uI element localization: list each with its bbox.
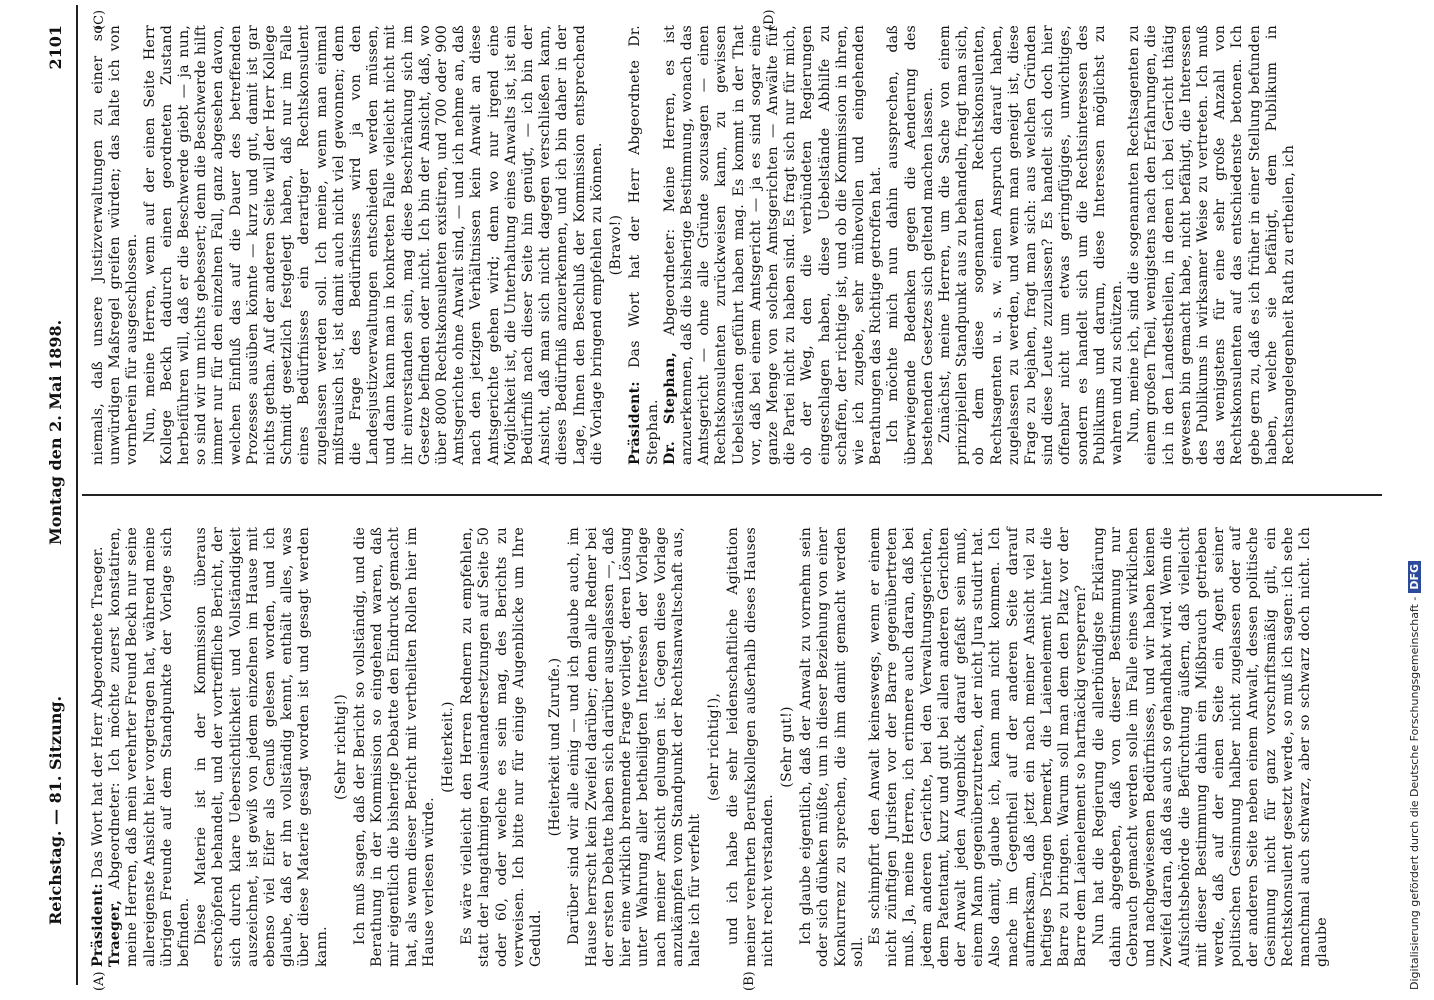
interjection: (Heiterkeit.) xyxy=(440,701,457,793)
paragraph: Nun, meine ich, sind die sogenannten Rechtsagenten zu einem großen Theil, wenigstens nach den Erfahrungen, die ich in den Landestheilen, in denen ich bei Gericht thätig gewesen bin gemacht habe, nicht befähigt, die Interessen des Publikums in wirksamer Weise zu vertreten. Ich muß das wenigstens für eine sehr große Anzahl von Rechtskonsulenten auf das entschiedenste betonen. Ich gebe gern zu, daß es ich früher in einer Stellung befunden haben, welche sie befähigt, dem Publikum in Rechtsangelegenheit Rath zu ertheilen, ich xyxy=(1126,25,1298,465)
page-number: 2101 xyxy=(46,25,65,70)
speaker-text: Abgeordneter: Meine Herren, es ist anzuerkennen, daß die bisherige Bestimmung, wonach das Amtsgericht — ohne alle Gründe sozusagen — einen Rechtskonsulenten zurückweisen kann, zu gewissen Uebelständen geführt haben mag. Es kommt in der That vor, daß bei einem Amtsgericht — ja es sind sogar eine ganze Menge von solchen Amtsgerichten — Anwälte für die Partei nicht zu haben sind. Es fragt sich nur für mich, ob der Weg, den die verbündeten Regierungen eingeschlagen haben, diese Uebelstände Abhilfe zu schaffen, der richtige ist, und ob die Kommission in ihren, wie ich zugebe, sehr mühevollen und eingehenden Berathungen das Richtige getroffen hat. xyxy=(661,25,885,465)
interjection: (sehr richtig!), xyxy=(706,692,723,802)
speaker-paragraph xyxy=(90,527,107,967)
speaker-paragraph xyxy=(662,25,886,465)
paragraph: Nun hat die Regierung die allerbündigste Erklärung dahin abgegeben, daß von dieser Bestimmung nur Gebrauch gemacht werden solle im Falle eines wirklichen und nachgewiesenen Bedürfnisses, und wir haben keinen Zweifel daran, daß das auch so gehandhabt wird. Wenn die Aufsichtsbehörde die Befürchtung äußern, daß vielleicht mit dieser Bestimmung dahin ein Mißbrauch getrieben werde, daß auf der einen Seite ein Agent seiner politischen Gesinnung halber nicht zugelassen oder auf der anderen Seite neben einem Anwalt, dessen politische Gesinnung nicht für ganz vorschriftsmäßig gilt, ein Rechtskonsulent gesetzt werde, so muß ich sagen: ich sehe manchmal auch schwarz, aber so schwarz doch nicht. Ich glaube xyxy=(1090,527,1331,967)
speaker-text: Das Wort hat der Herr Abgeordnete Dr. Stephan. xyxy=(627,25,661,465)
paragraph: und ich habe die sehr leidenschaftliche Agitation meiner verehrten Berufskollegen außerhalb dieses Hauses nicht recht verstanden. xyxy=(725,527,776,967)
text-column-left xyxy=(90,527,1331,967)
margin-marker-d: (D) xyxy=(762,9,777,30)
interjection: (Sehr richtig!) xyxy=(332,693,349,801)
credit-text: Digitalisierung gefördert durch die Deutsche Forschungsgemeinschaft - xyxy=(1408,596,1421,990)
paragraph: niemals, daß unsere Justizverwaltungen zu einer so unwürdigen Maßregel greifen würden; das halte ich von vornherein für ausgeschlossen. xyxy=(90,25,141,465)
paragraph: Ich muß sagen, daß der Bericht so vollständig, und die Berathung in der Kommission so eingehend waren, daß mir eigentlich die bisherige Debatte den Eindruck gemacht hat, als wenn dieser Bericht mit vertheilten Rollen hier im Hause verlesen würde. xyxy=(352,527,437,967)
speaker-name: Traeger, xyxy=(107,899,124,967)
speaker-name: Präsident: xyxy=(90,883,106,967)
speaker-text: Das Wort hat der Herr Abgeordnete Traeger. xyxy=(90,546,106,884)
speaker-text: Abgeordneter: Ich möchte zuerst konstatiren, meine Herren, daß mein verehrter Freund Beckh nur seine allereigenste Ansicht hier vorgetragen hat, während meine übrigen Freunde auf dem Standpunkte der Vorlage sich befinden. xyxy=(107,527,193,967)
column-divider xyxy=(82,494,1382,496)
interjection: (Bravo!) xyxy=(608,214,625,276)
paragraph: Darüber sind wir alle einig — und ich glaube auch, im Hause herrscht kein Zweifel darüber; denn alle Redner bei der ersten Debatte haben sich darüber ausgelassen —, daß hier eine wirklich brennende Frage vorliegt, deren Lösung unter Wahrung aller betheiligten Interessen der Vorlage nach meiner Ansicht gelungen ist. Gegen diese Vorlage anzukämpfen vom Standpunkt der Rechtsanwaltschaft aus, halte ich für verfehlt xyxy=(566,527,703,967)
interjection: (Sehr gut!) xyxy=(778,706,795,788)
speaker-name: Dr. Stephan, xyxy=(661,352,678,465)
margin-marker-b: (B) xyxy=(742,971,757,991)
text-column-right xyxy=(90,25,1298,465)
paragraph: Ich möchte mich nun dahin aussprechen, daß überwiegende Bedenken gegen die Aenderung des bestehenden Gesetzes sich geltend machen lassen. xyxy=(885,25,936,465)
paragraph: Es wäre vielleicht den Herren Rednern zu empfehlen, statt der langathmigen Auseinandersetzungen auf Seite 50 oder 60, oder welche es sein mag, des Berichts zu verweisen. Ich bitte nur für einige Augenblicke um Ihre Geduld. xyxy=(459,527,545,967)
dfg-logo: DFG xyxy=(1408,561,1421,593)
header-rule xyxy=(76,5,78,985)
paragraph: Es schimpfirt den Anwalt keineswegs, wenn er einem nicht zünftigen Juristen vor der Barre gegenübertreten muß. Ja, meine Herren, ich erinnere auch daran, daß bei jedem anderen Gerichte, bei den Verwaltungsgerichten, dem Patentamt, kurz und gut bei allen anderen Gerichten der Anwalt jeden Augenblick darauf gefaßt sein muß, einem Mann gegenüberzutreten, der nicht Jura studirt hat. Also damit, glaube ich, kann man nicht kommen. Ich mache im Gegentheil auf der anderen Seite darauf aufmerksam, daß jetzt ein nach meiner Ansicht viel zu heftiges Drängen bemerkt, die Laienelement hinter die Barre zu bringen. Warum soll man dem den Platz vor der Barre dem Laienelement so hartnäckig versperren? xyxy=(866,527,1090,967)
paragraph: Diese Materie ist in der Kommission überaus erschöpfend behandelt, und der vortreffliche Bericht, der sich durch klare Uebersichtlichkeit und Vollständigkeit auszeichnet, ist gewiß von jedem einzelnen im Hause mit ebenso viel Eifer als Genuß gelesen worden, und ich glaube, daß er ihn vollständig kennt, enthält alles, was über diese Materie gesagt worden ist und gesagt werden kann. xyxy=(193,527,330,967)
digitization-credit xyxy=(1408,10,1430,990)
paragraph: Nun, meine Herren, wenn auf der einen Seite Herr Kollege Beckh dadurch einen geordneten Zustand herbeiführen will, daß er die Beschwerde giebt — ja nun, so sind wir um nichts gebessert; denn die Beschwerde hilft immer nur für den einzelnen Fall, ganz abgesehen davon, welchen Einfluß das auf die Dauer des betreffenden Prozesses ausüben könnte — kurz und gut, damit ist gar nichts gethan. Auf der anderen Seite will der Herr Kollege Schmidt gesetzlich festgelegt haben, daß nur im Falle eines Bedürfnisses ein derartiger Rechtskonsulent zugelassen werden soll. Ich meine, wenn man einmal mißtrauisch ist, ist damit auch nicht viel gewonnen; denn die Frage des Bedürfnisses wird ja von den Landesjustizverwaltungen entschieden werden müssen, und dann kann man in konkreten Falle vielleicht nicht mit ihr einverstanden sein, mag diese Beschränkung sich im Gesetze befinden oder nicht. Ich bin der Ansicht, daß, wo über 8000 Rechtskonsulenten existiren, und 700 oder 900 Amtsgerichte ohne Anwalt sind, — und ich nehme an, daß nach den jetzigen Verhältnissen kein Anwalt an diese Amtsgerichte gehen wird; denn wo nur irgend eine Möglichkeit ist, die Unterhaltung eines Anwalts ist, ist ein Bedürfniß nach dieser Seite hin genügt, — ich bin der Ansicht, daß man sich nicht dagegen verschließen kann, dieses Bedürfniß anzuerkennen, und ich bin daher in der Lage, Ihnen den Beschluß der Kommission entsprechend die Vorlage bringend empfehlen zu können. xyxy=(141,25,605,465)
speaker-paragraph xyxy=(107,527,193,967)
margin-marker-a: (A) xyxy=(92,971,107,991)
paragraph: Zunächst, meine Herren, um die Sache von einem prinzipiellen Standpunkt aus zu behandeln, fragt man sich, ob dem diese sogenannten Rechtskonsulenten, Rechtsagenten u. s. w. einen Anspruch darauf haben, zugelassen zu werden, und wenn man geneigt ist, diese Frage zu bejahen, fragt man sich: aus welchen Gründen sind diese Leute zuzulassen? Es handelt sich doch hier offenbar nicht um etwas geringfügiges, unwichtiges, sondern es handelt sich um die Rechtsinteressen des Publikums und darum, diese Interessen möglichst zu wahren und zu schützen. xyxy=(936,25,1125,465)
paragraph: Ich glaube eigentlich, daß der Anwalt zu vornehm sein oder sich dünken müßte, um in dieser Beziehung von einer Konkurrenz zu sprechen, die ihm damit gemacht werden soll. xyxy=(798,527,866,967)
running-header xyxy=(42,5,76,985)
rotated-page-content xyxy=(42,5,1382,991)
interjection: (Heiterkeit und Zurufe.) xyxy=(547,657,564,837)
header-date: Montag den 2. Mai 1898. xyxy=(46,319,65,545)
speaker-paragraph xyxy=(627,25,661,465)
margin-marker-c: (C) xyxy=(92,9,107,30)
header-left: Reichstag. — 81. Sitzung. xyxy=(46,695,65,925)
speaker-name: Präsident: xyxy=(627,381,644,465)
